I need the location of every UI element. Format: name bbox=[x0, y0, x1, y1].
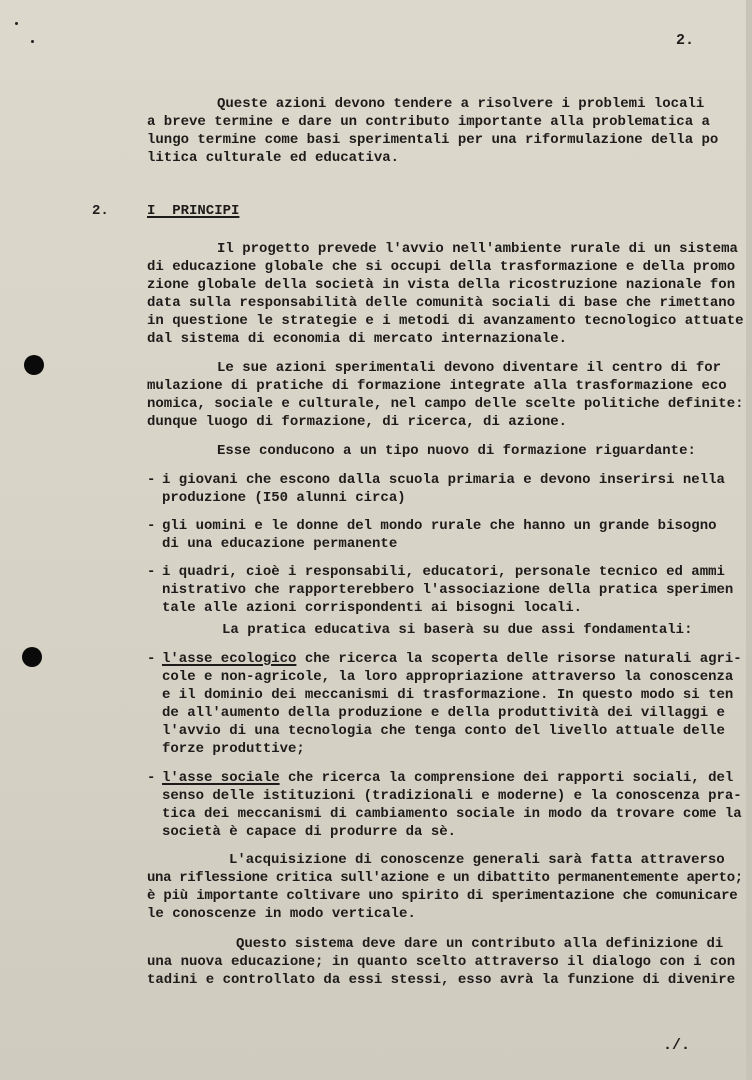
intro-line: litica culturale ed educativa. bbox=[147, 150, 400, 166]
paragraph-line: una nuova educazione; in quanto scelto attraverso il dialogo con i con bbox=[147, 954, 736, 970]
list-dash: - bbox=[147, 518, 156, 534]
list-dash: - bbox=[147, 472, 156, 488]
list-item-line bbox=[162, 770, 733, 786]
paragraph-line: Le sue azioni sperimentali devono diventare il centro di for bbox=[217, 360, 722, 376]
list-dash: - bbox=[147, 651, 156, 667]
list-term: l'asse sociale bbox=[162, 770, 280, 786]
list-item-line: l'avvio di una tecnologia che tenga conto del livello attuale delle bbox=[162, 723, 725, 739]
intro-line-text: lungo termine come basi sperimentali per una riformulazione della po bbox=[147, 132, 719, 148]
paragraph-line: una riflessione critica sull'azione e un dibattito permanentemente aperto; bbox=[147, 870, 743, 886]
page-number: 2. bbox=[676, 32, 695, 49]
list-item-line bbox=[162, 651, 742, 667]
continuation-mark: ./. bbox=[663, 1037, 691, 1054]
ink-speck bbox=[15, 22, 18, 25]
list-item-line: tica dei meccanismi di cambiamento sociale in modo da trovare come la bbox=[162, 806, 742, 822]
list-item-line: gli uomini e le donne del mondo rurale che hanno un grande bisogno bbox=[162, 518, 717, 534]
list-item-line: cole e non-agricole, la loro appropriazione attraverso la conoscenza bbox=[162, 669, 734, 685]
paragraph-line: data sulla responsabilità delle comunità sociali di base che rimettano bbox=[147, 295, 736, 311]
list-item-text: che ricerca la scoperta delle risorse naturali agri- bbox=[296, 651, 742, 667]
punch-hole-icon bbox=[22, 647, 42, 667]
paragraph-line: di educazione globale che si occupi della trasformazione e della promo bbox=[147, 259, 736, 275]
list-item-line: di una educazione permanente bbox=[162, 536, 398, 552]
list-item-line: i quadri, cioè i responsabili, educatori, personale tecnico ed ammi bbox=[162, 564, 725, 580]
paragraph-line: nomica, sociale e culturale, nel campo delle scelte politiche definite: bbox=[147, 396, 744, 412]
list-item-line: forze produttive; bbox=[162, 741, 305, 757]
punch-hole-icon bbox=[24, 355, 44, 375]
list-item-line: nistrativo che rapporterebbero l'associazione della pratica sperimen bbox=[162, 582, 734, 598]
list-item-line: e il dominio dei meccanismi di trasformazione. In questo modo si ten bbox=[162, 687, 734, 703]
list-dash: - bbox=[147, 770, 156, 786]
paragraph-line: L'acquisizione di conoscenze generali sarà fatta attraverso bbox=[229, 852, 725, 868]
paragraph-line: le conoscenze in modo verticale. bbox=[147, 906, 416, 922]
section-number: 2. bbox=[92, 203, 109, 219]
paragraph-line: dal sistema di economia di mercato internazionale. bbox=[147, 331, 568, 347]
list-item-line: i giovani che escono dalla scuola primaria e devono inserirsi nella bbox=[162, 472, 725, 488]
paragraph-line: zione globale della società in vista della ricostruzione nazionale fon bbox=[147, 277, 736, 293]
paragraph-line: Questo sistema deve dare un contributo alla definizione di bbox=[236, 936, 724, 952]
intro-line: a breve termine e dare un contributo importante alla problematica a bbox=[147, 114, 710, 130]
paragraph-line: in questione le strategie e i metodi di avanzamento tecnologico attuate bbox=[147, 313, 744, 329]
page-edge-shadow bbox=[746, 0, 752, 1080]
paragraph-line: dunque luogo di formazione, di ricerca, di azione. bbox=[147, 414, 568, 430]
paragraph-line: è più importante coltivare uno spirito di sperimentazione che comunicare bbox=[147, 888, 738, 904]
list-item-line: società è capace di produrre da sè. bbox=[162, 824, 457, 840]
list-item-line: senso delle istituzioni (tradizionali e moderne) e la conoscenza pra- bbox=[162, 788, 742, 804]
ink-speck bbox=[31, 40, 34, 43]
list-item-line: tale alle azioni corrispondenti ai bisogni locali. bbox=[162, 600, 583, 616]
list-item-line: de all'aumento della produzione e della produttività dei villaggi e bbox=[162, 705, 725, 721]
list-term: l'asse ecologico bbox=[162, 651, 297, 667]
paragraph-line: Il progetto prevede l'avvio nell'ambiente rurale di un sistema bbox=[217, 241, 738, 257]
section-title: I PRINCIPI bbox=[147, 203, 240, 219]
list-dash: - bbox=[147, 564, 156, 580]
list-item-line: produzione (I50 alunni circa) bbox=[162, 490, 406, 506]
intro-line: Queste azioni devono tendere a risolvere i problemi locali bbox=[217, 96, 705, 112]
list-item-text: che ricerca la comprensione dei rapporti sociali, del bbox=[279, 770, 734, 786]
paragraph-line: tadini e controllato da essi stessi, esso avrà la funzione di divenire bbox=[147, 972, 736, 988]
paragraph-line: La pratica educativa si baserà su due assi fondamentali: bbox=[222, 622, 693, 638]
paragraph-line: mulazione di pratiche di formazione integrate alla trasformazione eco bbox=[147, 378, 727, 394]
intro-line bbox=[147, 132, 718, 148]
paragraph-line: Esse conducono a un tipo nuovo di formazione riguardante: bbox=[217, 443, 696, 459]
